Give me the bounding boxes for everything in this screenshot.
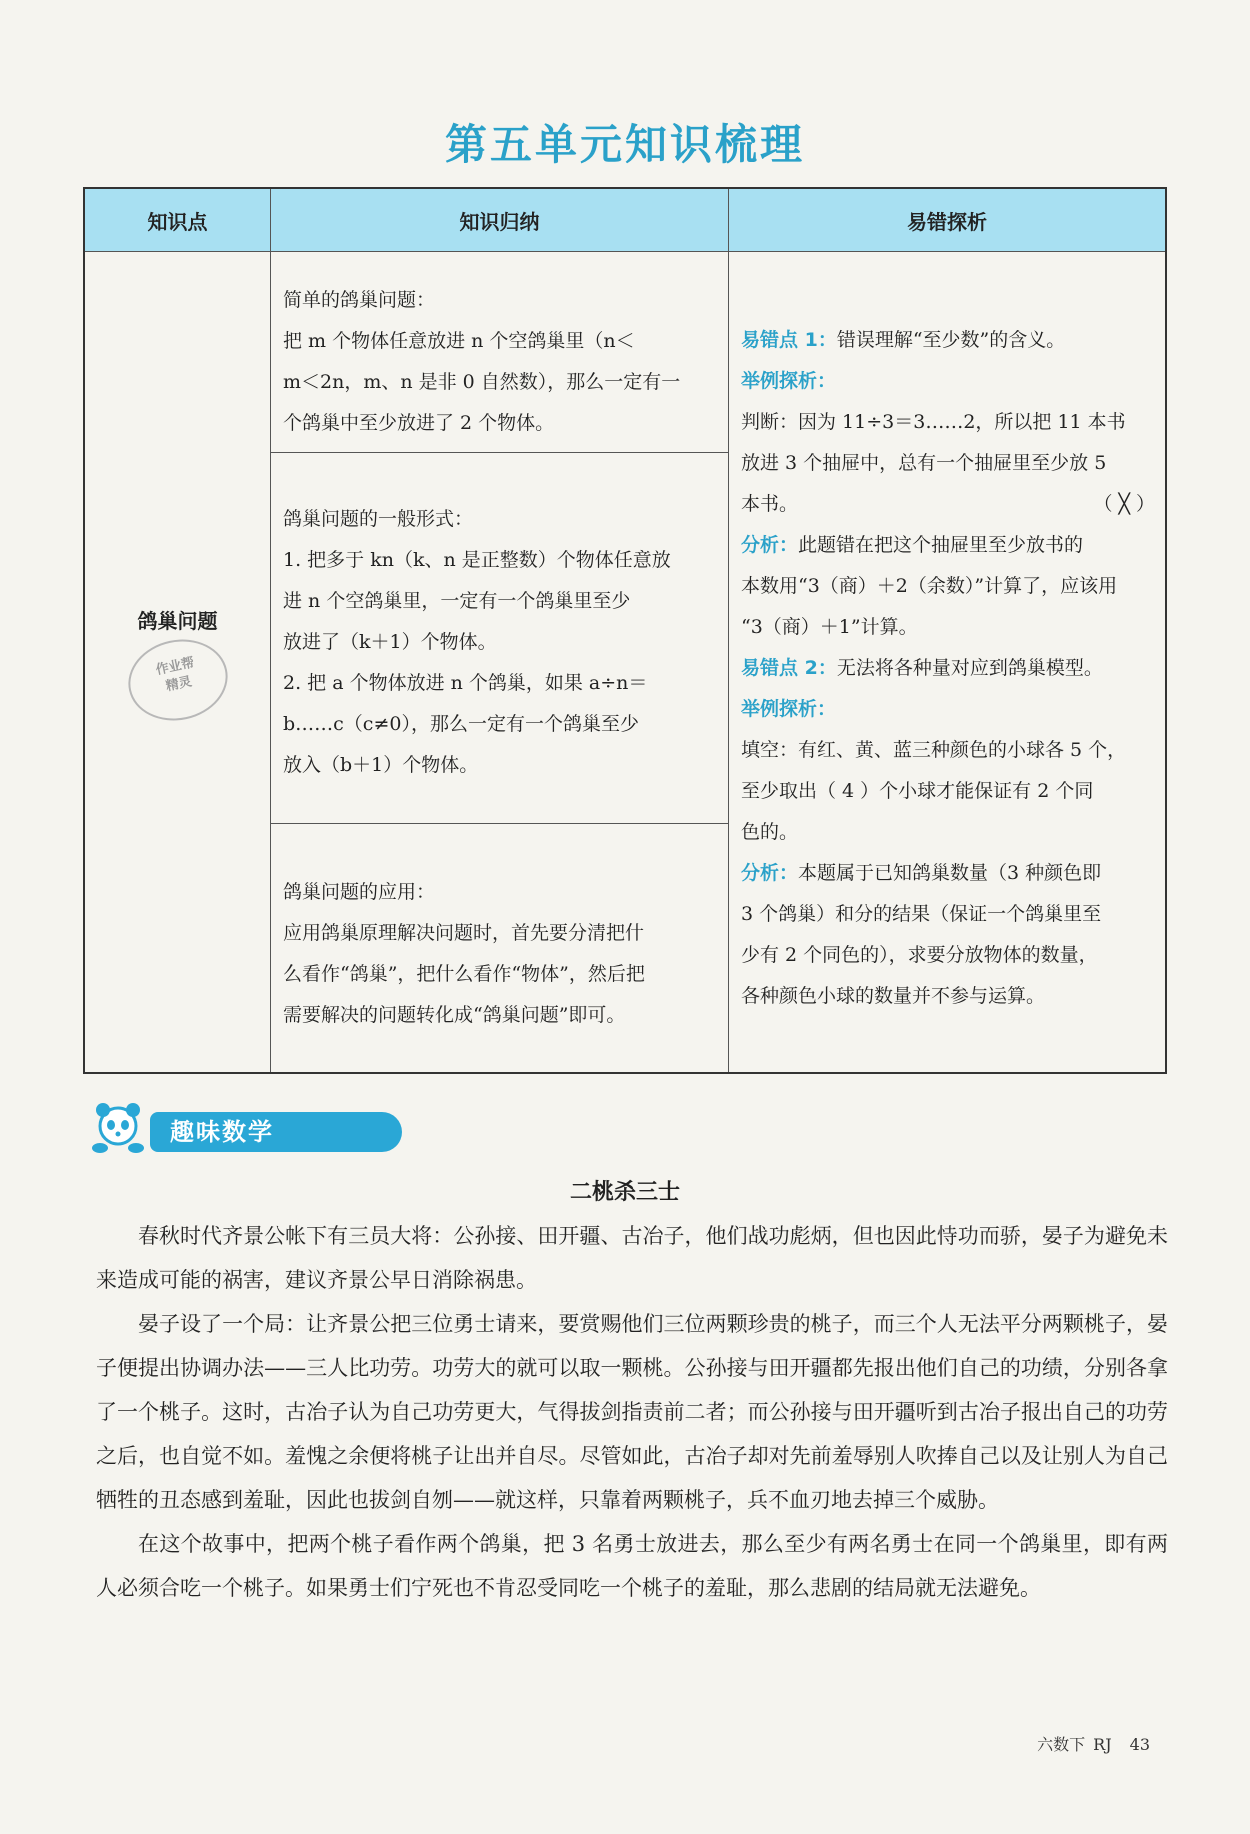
error-point-2-label: 易错点 2： bbox=[741, 657, 837, 679]
summary-cell-application: 鸽巢问题的应用： 应用鸽巢原理解决问题时，首先要分清把什 么看作“鸽巢”，把什么看作“物体”，然后把 需要解决的问题转化成“鸽巢问题”即可。 bbox=[271, 824, 729, 1074]
error-point-1-label: 易错点 1： bbox=[741, 329, 837, 351]
story-paragraph: 在这个故事中，把两个桃子看作两个鸽巢，把 3 名勇士放进去，那么至少有两名勇士在同一个鸽巢里，即有两人必须合吃一个桃子。如果勇士们宁死也不肯忍受同吃一个桃子的羞耻，那么悲剧的结局就无法避免。 bbox=[96, 1532, 1168, 1600]
example-label-1: 举例探析： bbox=[741, 370, 837, 392]
panda-icon bbox=[88, 1098, 158, 1158]
story-title: 二桃杀三士 bbox=[569, 1180, 680, 1205]
table-row bbox=[84, 252, 1166, 453]
header-knowledge-point: 知识点 bbox=[84, 188, 271, 252]
judgement-answer: （ ╳ ） bbox=[1093, 493, 1155, 515]
summary-cell-general: 鸽巢问题的一般形式： 1. 把多于 kn（k、n 是正整数）个物体任意放 进 n 个空鸽巢里，一定有一个鸽巢里至少 放进了（k＋1）个物体。 2. 把 a 个物体放进 n 个鸽巢，如果 a÷n＝ b……c（c≠0），那么一定有一个鸽巢至少 放入（b＋1）个物体。 bbox=[271, 453, 729, 824]
footer-edition: RJ bbox=[1093, 1735, 1112, 1754]
story-body bbox=[96, 1214, 1168, 1610]
knowledge-point-label: 鸽巢问题 bbox=[137, 608, 218, 633]
example-label-2: 举例探析： bbox=[741, 698, 837, 720]
story-paragraph: 春秋时代齐景公帐下有三员大将：公孙接、田开疆、古冶子，他们战功彪炳，但也因此恃功而骄，晏子为避免未来造成可能的祸害，建议齐景公早日消除祸患。 bbox=[96, 1224, 1168, 1292]
header-summary: 知识归纳 bbox=[271, 188, 729, 252]
table-header-row bbox=[84, 188, 1166, 252]
story-paragraph: 晏子设了一个局：让齐景公把三位勇士请来，要赏赐他们三位两颗珍贵的桃子，而三个人无法平分两颗桃子，晏子便提出协调办法——三人比功劳。功劳大的就可以取一颗桃。公孙接与田开疆都先报出他们自己的功绩，分别各拿了一个桃子。这时，古冶子认为自己功劳更大，气得拔剑指责前二者；而公孙接与田开疆听到古冶子报出自己的功劳之后，也自觉不如。羞愧之余便将桃子让出并自尽。尽管如此，古冶子却对先前羞辱别人吹捧自己以及让别人为自己牺牲的丑态感到羞耻，因此也拔剑自刎——就这样，只靠着两颗桃子，兵不血刃地去掉三个威胁。 bbox=[96, 1312, 1168, 1512]
fun-math-label: 趣味数学 bbox=[150, 1112, 402, 1152]
knowledge-point-cell bbox=[84, 252, 271, 1074]
error-analysis-cell: 易错点 1：错误理解“至少数”的含义。 举例探析： 判断：因为 11÷3＝3……2，所以把 11 本书 放进 3 个抽屉中，总有一个抽屉里至少放 5 本书。 （ ╳ ） 分析：此题错在把这个抽屉里至少放书的 本数用“3（商）＋2（余数）”计算了，应该用 “3（商）＋1”计算。 易错点 2：无法将各种量对应到鸽巢模型。 举例探析： 填空：有红、黄、蓝三种颜色的小球各 5 个， 至少取出（ 4 ）个小球才能保证有 2 个同 色的。 分析：本题属于已知鸽巢数量（3 种颜色即 3 个鸽巢）和分的结果（保证一个鸽巢里至 少有 2 个同色的），求要分放物体的数量， 各种颜色小球的数量并不参与运算。 bbox=[729, 252, 1167, 1074]
footer-book: 六数下 bbox=[1037, 1735, 1086, 1754]
summary-cell-simple: 简单的鸽巢问题： 把 m 个物体任意放进 n 个空鸽巢里（n＜ m＜2n，m、n 是非 0 自然数），那么一定有一 个鸽巢中至少放进了 2 个物体。 bbox=[271, 252, 729, 453]
knowledge-table bbox=[83, 187, 1167, 1074]
header-error-analysis: 易错探析 bbox=[729, 188, 1167, 252]
analysis-label-1: 分析： bbox=[741, 534, 799, 556]
page-number: 43 bbox=[1129, 1735, 1150, 1754]
page-title: 第五单元知识梳理 bbox=[444, 120, 805, 169]
analysis-label-2: 分析： bbox=[741, 862, 799, 884]
page-footer bbox=[1019, 1732, 1150, 1755]
watermark-stamp: 作业帮 精灵 bbox=[120, 630, 234, 729]
